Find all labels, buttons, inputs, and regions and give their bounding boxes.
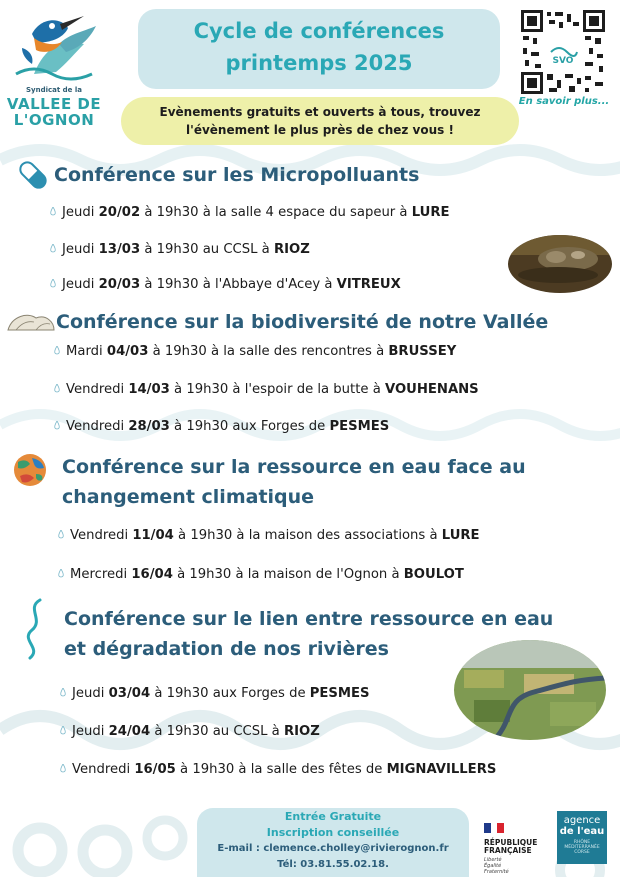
qr-code[interactable] — [519, 8, 607, 96]
section-title-lien-rivieres-line-1: Conférence sur le lien entre ressource en eau — [64, 608, 554, 630]
event-city: RIOZ — [273, 242, 310, 257]
event-date: 16/05 — [134, 762, 176, 777]
event-city: RIOZ — [283, 724, 320, 739]
event-place: à 19h30 à l'Abbaye d'Acey à — [140, 277, 337, 292]
footer-email[interactable]: E-mail : clemence.cholley@rivierognon.fr — [217, 843, 449, 854]
event-date: 28/03 — [128, 419, 170, 434]
event-date: 13/03 — [98, 242, 141, 257]
event-city: PESMES — [309, 686, 370, 701]
rf-motto-2: Égalité — [484, 863, 502, 869]
event-day: Vendredi — [70, 528, 129, 543]
agence-line-1: agence — [563, 815, 601, 826]
event-day: Vendredi — [66, 419, 125, 434]
event-date: 04/03 — [106, 344, 149, 359]
water-drop-icon — [50, 279, 56, 288]
section-title-micropolluants: Conférence sur les Micropolluants — [54, 164, 420, 186]
event-city: BRUSSEY — [388, 344, 457, 359]
globe-icon — [12, 452, 48, 488]
event-date: 20/02 — [98, 205, 141, 220]
rf-line-2: FRANÇAISE — [484, 846, 532, 855]
water-drop-icon — [54, 346, 60, 355]
river-squiggle-icon — [22, 598, 48, 660]
footer-registration: Inscription conseillée — [266, 826, 400, 839]
event-item — [60, 686, 370, 701]
section-title-ressource-climat-line-1: Conférence sur la ressource en eau face au — [62, 456, 526, 478]
event-item — [54, 382, 479, 397]
event-city: PESMES — [329, 419, 390, 434]
republique-francaise-logo — [484, 818, 550, 875]
event-place: à 19h30 aux Forges de — [150, 686, 310, 701]
event-item — [54, 344, 456, 359]
event-item — [58, 567, 464, 582]
qr-center-label: SVO — [552, 56, 574, 66]
event-day: Jeudi — [62, 205, 95, 220]
water-drop-icon — [60, 688, 66, 697]
event-date: 03/04 — [108, 686, 151, 701]
rf-motto-1: Liberté — [484, 857, 502, 863]
event-day: Vendredi — [72, 762, 131, 777]
french-flag-icon — [484, 823, 504, 833]
agence-sub-1: RHÔNE — [573, 840, 591, 845]
section-title-lien-rivieres-line-2: et dégradation de nos rivières — [64, 638, 389, 660]
mussel-icon — [6, 310, 56, 334]
event-item — [50, 277, 401, 292]
water-drop-icon — [60, 726, 66, 735]
banner-line-1: Evènements gratuits et ouverts à tous, trouvez — [159, 105, 481, 119]
banner-line-2: l'évènement le plus près de chez vous ! — [186, 123, 454, 137]
footer-free-entry: Entrée Gratuite — [284, 810, 382, 823]
event-day: Jeudi — [72, 686, 105, 701]
event-city: BOULOT — [403, 567, 464, 582]
rf-line-1: RÉPUBLIQUE — [484, 838, 538, 847]
event-date: 24/04 — [108, 724, 151, 739]
kingfisher-logo-icon — [4, 4, 104, 84]
info-banner — [121, 97, 519, 145]
water-drop-icon — [50, 244, 56, 253]
event-day: Vendredi — [66, 382, 125, 397]
otter-photo — [508, 235, 612, 293]
title-line-1: Cycle de conférences — [193, 19, 445, 43]
agence-sub-2: MÉDITERRANÉE — [564, 845, 600, 850]
contact-box — [197, 808, 469, 877]
event-place: à 19h30 à la maison de l'Ognon à — [172, 567, 404, 582]
agence-sub-3: CORSE — [574, 850, 590, 855]
event-item — [58, 528, 480, 543]
event-place: à 19h30 au CCSL à — [150, 724, 284, 739]
event-place: à 19h30 aux Forges de — [169, 419, 330, 434]
event-city: VITREUX — [336, 277, 401, 292]
event-date: 20/03 — [98, 277, 141, 292]
event-day: Mercredi — [70, 567, 128, 582]
section-title-biodiversite: Conférence sur la biodiversité de notre Vallée — [56, 311, 549, 333]
water-drop-icon — [54, 421, 60, 430]
qr-caption[interactable]: En savoir plus... — [518, 96, 610, 107]
event-place: à 19h30 à la maison des associations à — [173, 528, 442, 543]
water-drop-icon — [58, 569, 64, 578]
water-drop-icon — [58, 530, 64, 539]
event-day: Mardi — [66, 344, 103, 359]
section-title-ressource-climat-line-2: changement climatique — [62, 486, 315, 508]
event-place: à 19h30 à la salle 4 espace du sapeur à — [140, 205, 412, 220]
event-day: Jeudi — [72, 724, 105, 739]
event-place: à 19h30 à la salle des fêtes de — [175, 762, 387, 777]
event-day: Jeudi — [62, 242, 95, 257]
event-city: MIGNAVILLERS — [386, 762, 497, 777]
event-item — [50, 205, 450, 220]
event-place: à 19h30 à l'espoir de la butte à — [169, 382, 385, 397]
event-place: à 19h30 à la salle des rencontres à — [148, 344, 389, 359]
event-city: LURE — [411, 205, 450, 220]
syndicat-logo — [4, 4, 104, 130]
event-day: Jeudi — [62, 277, 95, 292]
event-item — [60, 724, 320, 739]
title-line-2: printemps 2025 — [225, 51, 413, 75]
aerial-river-photo — [454, 640, 606, 740]
event-city: VOUHENANS — [384, 382, 479, 397]
logo-line-1: VALLEE DE — [6, 95, 102, 113]
event-place: à 19h30 au CCSL à — [140, 242, 274, 257]
title-box — [138, 9, 500, 89]
background-circles — [0, 790, 200, 877]
water-drop-icon — [60, 764, 66, 773]
event-date: 16/04 — [131, 567, 173, 582]
event-city: LURE — [441, 528, 480, 543]
logo-small-text: Syndicat de la — [26, 86, 82, 94]
event-item — [54, 419, 389, 434]
event-date: 14/03 — [128, 382, 170, 397]
event-date: 11/04 — [132, 528, 174, 543]
footer-phone[interactable]: Tél: 03.81.55.02.18. — [277, 859, 389, 870]
event-item — [60, 762, 496, 777]
event-item — [50, 242, 310, 257]
rf-motto-3: Fraternité — [484, 869, 509, 875]
water-drop-icon — [50, 207, 56, 216]
agence-de-leau-logo — [557, 811, 607, 864]
logo-line-2: L'OGNON — [13, 111, 95, 129]
agence-line-2: de l'eau — [559, 826, 605, 837]
capsule-icon — [18, 158, 48, 192]
water-drop-icon — [54, 384, 60, 393]
